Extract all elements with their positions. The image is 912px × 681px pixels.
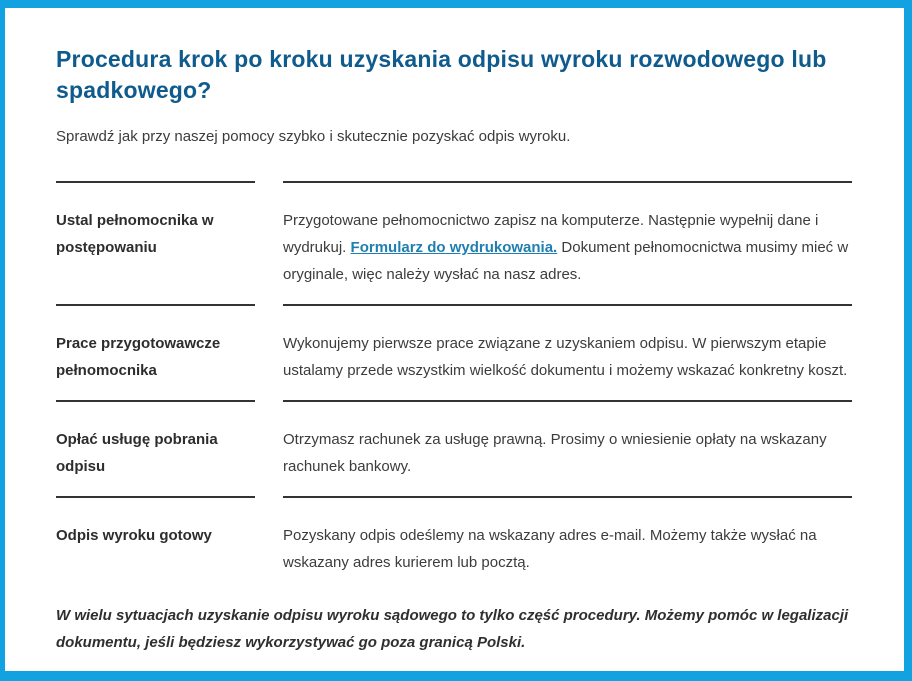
step-1-desc-after-link: Dokument pełnomocnictwa musimy mieć w oryginale, więc należy wysłać na nasz adres.	[283, 238, 849, 283]
step-1-title: Ustal pełnomocnika w postępowaniu	[56, 211, 214, 256]
step-2-title-cell	[56, 304, 255, 400]
step-row-3	[56, 400, 856, 496]
step-3-title-cell	[56, 400, 255, 496]
page-title: Procedura krok po kroku uzyskania odpisu wyroku rozwodowego lub spadkowego?	[56, 46, 827, 104]
step-3-description: Otrzymasz rachunek za usługę prawną. Prosimy o wniesienie opłaty na wskazany rachunek bankowy.	[283, 430, 827, 475]
step-2-title: Prace przygotowawcze pełnomocnika	[56, 334, 221, 379]
step-1-title-cell	[56, 181, 255, 304]
step-row-1	[56, 181, 856, 304]
step-4-title: Odpis wyroku gotowy	[56, 526, 212, 544]
procedure-content	[5, 8, 904, 657]
step-2-description: Wykonujemy pierwsze prace związane z uzyskaniem odpisu. W pierwszym etapie ustalamy przede wszystkim wielkość dokumentu i możemy wskazać konkretny koszt.	[283, 334, 848, 379]
steps-list	[56, 181, 856, 588]
step-3-title: Opłać usługę pobrania odpisu	[56, 430, 218, 475]
step-4-description: Pozyskany odpis odeślemy na wskazany adres e-mail. Możemy także wysłać na wskazany adres kurierem lub pocztą.	[283, 526, 817, 571]
intro-text: Sprawdź jak przy naszej pomocy szybko i skutecznie pozyskać odpis wyroku.	[56, 128, 571, 146]
step-2-desc-cell	[283, 304, 852, 400]
step-3-desc-cell	[283, 400, 852, 496]
step-4-desc-cell	[283, 496, 852, 588]
legalization-note: W wielu sytuacjach uzyskanie odpisu wyroku sądowego to tylko część procedury. Możemy pomóc w legalizacji dokumentu, jeśli będziesz wykorzystywać go poza granicą Polski.	[56, 606, 849, 652]
step-1-desc-cell	[283, 181, 852, 304]
step-4-title-cell	[56, 496, 255, 588]
step-row-4	[56, 496, 856, 588]
print-form-link[interactable]: Formularz do wydrukowania.	[350, 238, 558, 256]
step-1-desc-before-link: Przygotowane pełnomocnictwo zapisz na komputerze. Następnie wypełnij dane i wydrukuj.	[283, 211, 819, 256]
step-row-2	[56, 304, 856, 400]
step-1-description	[283, 207, 852, 288]
